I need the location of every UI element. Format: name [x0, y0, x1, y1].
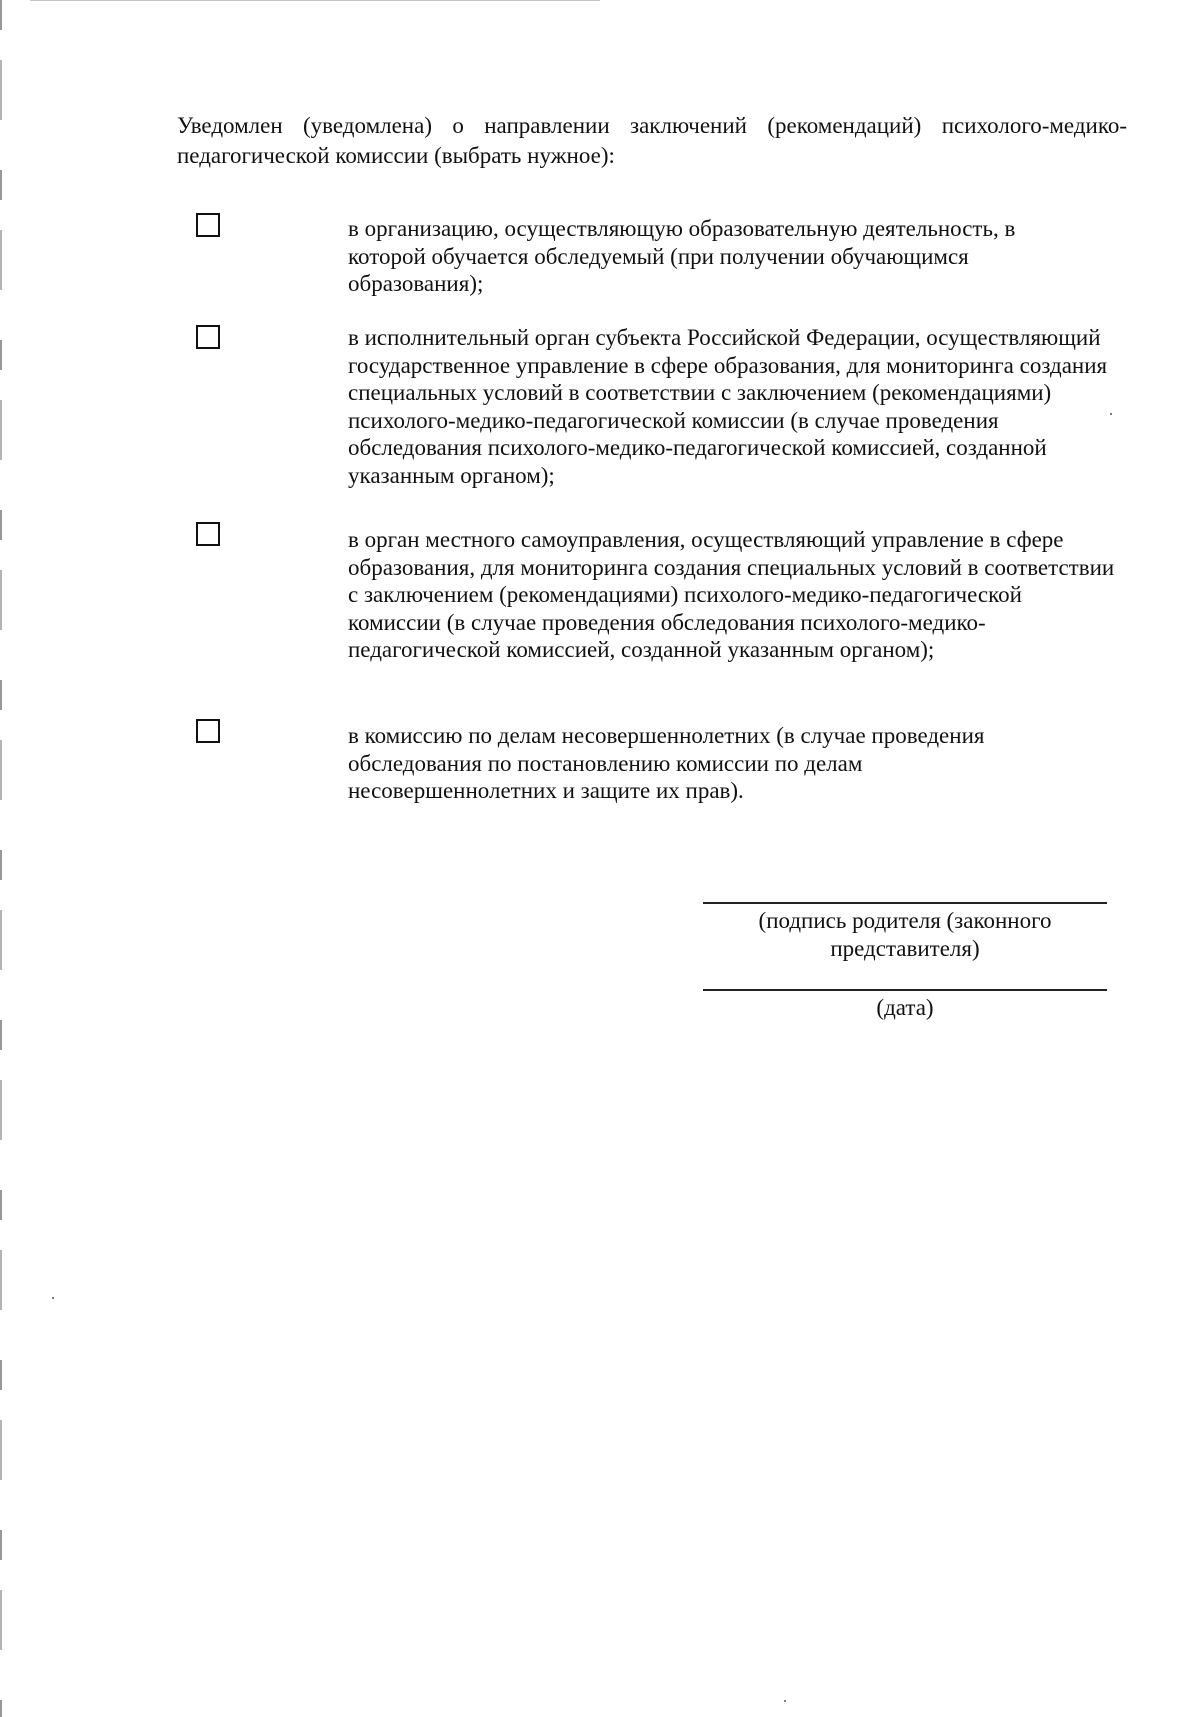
scan-speck — [784, 1700, 786, 1702]
signature-caption-line2: представителя) — [830, 936, 980, 961]
signature-block — [703, 902, 1107, 963]
option-checkbox[interactable] — [196, 719, 220, 743]
scan-speck — [1110, 413, 1112, 415]
scan-speck — [52, 1297, 54, 1299]
option-text: в комиссию по делам несовершеннолетних (в случае проведения обследования по постановлению комиссии по делам несовершеннолетних и защите их прав). — [348, 723, 985, 804]
option-checkbox[interactable] — [196, 325, 220, 349]
signature-caption — [703, 904, 1107, 963]
date-caption: (дата) — [876, 995, 934, 1020]
scan-edge-artifact — [0, 0, 2, 1717]
date-block — [703, 989, 1107, 1022]
intro-paragraph: Уведомлен (уведомлена) о направлении заключений (рекомендаций) психолого-медико-педагогической комиссии (выбрать нужное): — [177, 113, 1127, 168]
option-checkbox[interactable] — [196, 213, 220, 237]
option-text: в орган местного самоуправления, осуществляющий управление в сфере образования, для мониторинга создания специальных условий в соответствии с заключением (рекомендациями) психолого-медико-педагогической комиссии (в случае проведения обследования психолого-медико-педагогической комиссией, созданной указанным органом); — [348, 527, 1115, 663]
scan-top-artifact — [30, 0, 600, 1]
option-checkbox[interactable] — [196, 522, 220, 546]
option-text: в исполнительный орган субъекта Российской Федерации, осуществляющий государственное управление в сфере образования, для мониторинга создания специальных условий в соответствии с заключением (рекомендациями) психолого-медико-педагогической комиссии (в случае проведения обследования психолого-медико-педагогической комиссией, созданной указанным органом); — [348, 325, 1108, 488]
signature-caption-line1: (подпись родителя (законного — [758, 908, 1052, 933]
option-text: в организацию, осуществляющую образовательную деятельность, в которой обучается обследуемый (при получении обучающимся образования); — [348, 216, 1016, 297]
